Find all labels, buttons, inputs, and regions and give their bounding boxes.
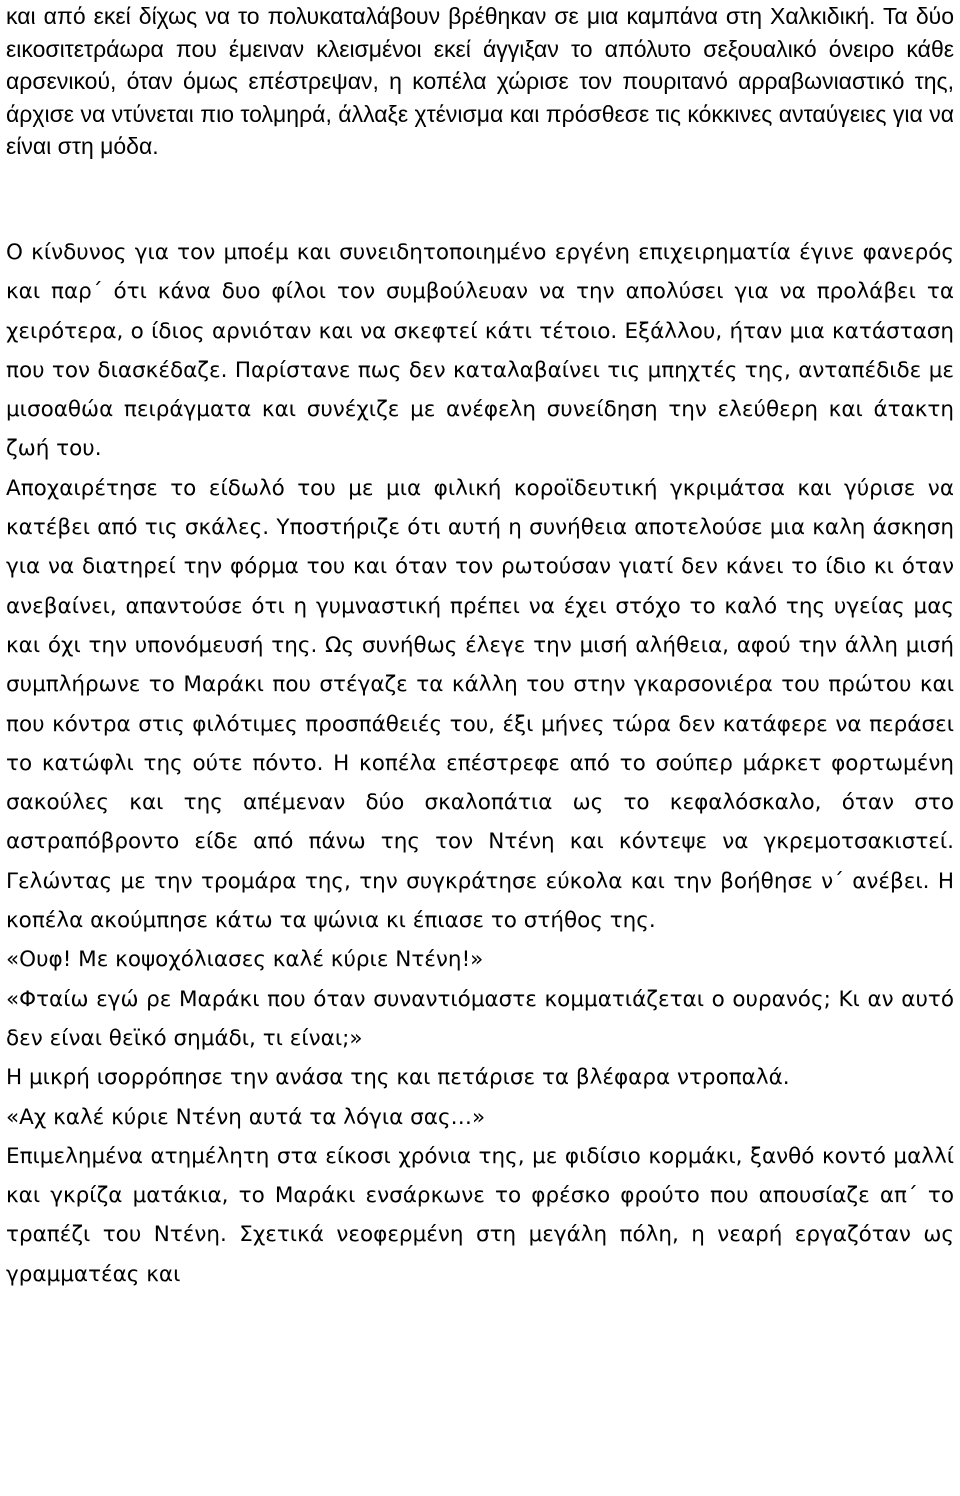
main-text-block xyxy=(6,233,954,1294)
paragraph: Η μικρή ισορρόπησε την ανάσα της και πετάρισε τα βλέφαρα ντροπαλά. xyxy=(6,1065,790,1091)
paragraph: Επιμελημένα ατημέλητη στα είκοσι χρόνια της, με φιδίσιο κορμάκι, ξανθό κοντό μαλλί και γκρίζα ματάκια, το Μαράκι ενσάρκωνε το φρέσκο φρούτο που απουσίαζε απ΄ το τραπέζι του Ντένη. Σχετικά νεοφερμένη στη μεγάλη πόλη, η νεαρή εργαζόταν ως γραμματέας και xyxy=(6,1143,954,1287)
dialogue-line: «Ουφ! Με κοψοχόλιασες καλέ κύριε Ντένη!» xyxy=(6,947,484,973)
intro-block xyxy=(6,0,954,163)
dialogue-line: «Φταίω εγώ ρε Μαράκι που όταν συναντιόμαστε κομματιάζεται ο ουρανός; Κι αν αυτό δεν είναι θεϊκό σημάδι, τι είναι;» xyxy=(6,986,954,1051)
paragraph: Ο κίνδυνος για τον μποέμ και συνειδητοποιημένο εργένη επιχειρηματία έγινε φανερός και παρ΄ ότι κάνα δυο φίλοι τον συμβούλευαν να την απολύσει για να προλάβει τα χειρότερα, ο ίδιος αρνιόταν και να σκεφτεί κάτι τέτοιο. Εξάλλου, ήταν μια κατάσταση που τον διασκέδαζε. Παρίστανε πως δεν καταλαβαίνει τις μπηχτές της, ανταπέδιδε με μισοαθώα πειράγματα και συνέχιζε με ανέφελη συνείδηση την ελεύθερη και άτακτη ζωή του. xyxy=(6,240,954,462)
paragraph: Αποχαιρέτησε το είδωλό του με μια φιλική κοροϊδευτική γκριμάτσα και γύρισε να κατέβει από τις σκάλες. Υποστήριζε ότι αυτή η συνήθεια αποτελούσε μια καλη άσκηση για να διατηρεί την φόρμα του και όταν τον ρωτούσαν γιατί δεν κάνει το ίδιο κι όταν ανεβαίνει, απαντούσε ότι η γυμναστική πρέπει να έχει στόχο το καλό της υγείας μας και όχι την υπονόμευσή της. Ως συνήθως έλεγε την μισή αλήθεια, αφού την άλλη μισή συμπλήρωνε το Μαράκι που στέγαζε τα κάλλη του στην γκαρσονιέρα του πρώτου και που κόντρα στις φιλότιμες προσπάθειές του, έξι μήνες τώρα δεν κατάφερε να περάσει το κατώφλι της ούτε πόντο. Η κοπέλα επέστρεφε από το σούπερ μάρκετ φορτωμένη σακούλες και της απέμεναν δύο σκαλοπάτια ως το κεφαλόσκαλο, όταν στο αστραπόβροντο είδε από πάνω της τον Ντένη και κόντεψε να γκρεμοτσακιστεί. Γελώντας με την τρομάρα της, την συγκράτησε εύκολα και την βοήθησε ν΄ ανέβει. Η κοπέλα ακούμπησε κάτω τα ψώνια κι έπιασε το στήθος της. xyxy=(6,475,954,934)
intro-paragraph: και από εκεί δίχως να το πολυκαταλάβουν βρέθηκαν σε μια καμπάνα στη Χαλκιδική. Τα δύο εικοσιτετράωρα που έμειναν κλεισμένοι εκεί άγγιξαν το απόλυτο σεξουαλικό όνειρο κάθε αρσενικού, όταν όμως επέστρεψαν, η κοπέλα χώρισε τον πουριτανό αρραβωνιαστικό της, άρχισε να ντύνεται πιο τολμηρά, άλλαξε χτένισμα και πρόσθεσε τις κόκκινες ανταύγειες για να είναι στη μόδα. xyxy=(6,3,954,159)
dialogue-line: «Αχ καλέ κύριε Ντένη αυτά τα λόγια σας…» xyxy=(6,1104,486,1130)
